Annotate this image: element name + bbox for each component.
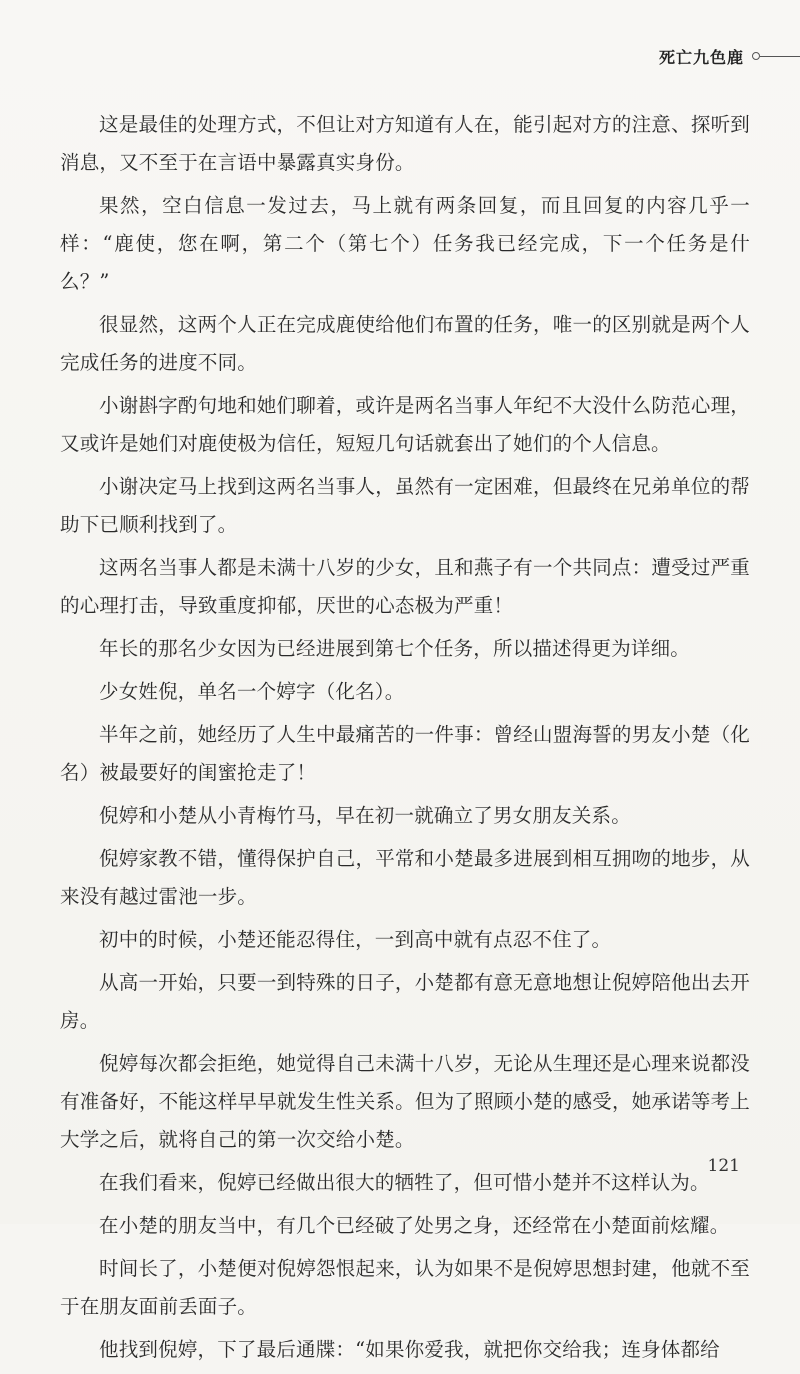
header-title: 死亡九色鹿	[658, 47, 744, 67]
paragraph: 他找到倪婷，下了最后通牒：“如果你爱我，就把你交给我；连身体都给	[99, 1338, 720, 1361]
paragraph: 少女姓倪，单名一个婷字（化名）。	[99, 680, 405, 703]
paragraph: 果然，空白信息一发过去，马上就有两条回复，而且回复的内容几乎一样：“鹿使，您在啊，第二个（第七个）任务我已经完成，下一个任务是什么？”	[60, 194, 750, 293]
paragraph: 时间长了，小楚便对倪婷怨恨起来，认为如果不是倪婷思想封建，他就不至于在朋友面前丢面子。	[60, 1257, 750, 1318]
header-circle-ornament	[752, 52, 760, 60]
paragraph: 这是最佳的处理方式，不但让对方知道有人在，能引起对方的注意、探听到消息，又不至于在言语中暴露真实身份。	[60, 113, 750, 174]
paragraph: 倪婷家教不错，懂得保护自己，平常和小楚最多进展到相互拥吻的地步，从来没有越过雷池一步。	[60, 847, 750, 908]
body-text	[60, 106, 750, 1374]
running-header	[659, 44, 800, 68]
paragraph: 小谢斟字酌句地和她们聊着，或许是两名当事人年纪不大没什么防范心理，又或许是她们对鹿使极为信任，短短几句话就套出了她们的个人信息。	[60, 394, 750, 455]
paragraph: 半年之前，她经历了人生中最痛苦的一件事：曾经山盟海誓的男友小楚（化名）被最要好的闺蜜抢走了！	[60, 723, 750, 784]
paragraph: 在我们看来，倪婷已经做出很大的牺牲了，但可惜小楚并不这样认为。	[99, 1171, 710, 1194]
paragraph: 初中的时候，小楚还能忍得住，一到高中就有点忍不住了。	[99, 928, 612, 951]
page-number: 121	[707, 1156, 740, 1176]
header-rule-line	[760, 56, 800, 57]
paragraph: 从高一开始，只要一到特殊的日子，小楚都有意无意地想让倪婷陪他出去开房。	[60, 971, 750, 1032]
paragraph: 在小楚的朋友当中，有几个已经破了处男之身，还经常在小楚面前炫耀。	[99, 1214, 730, 1237]
paragraph: 很显然，这两个人正在完成鹿使给他们布置的任务，唯一的区别就是两个人完成任务的进度不同。	[60, 313, 750, 374]
paragraph: 倪婷每次都会拒绝，她觉得自己未满十八岁，无论从生理还是心理来说都没有准备好，不能这样早早就发生性关系。但为了照顾小楚的感受，她承诺等考上大学之后，就将自己的第一次交给小楚。	[60, 1052, 750, 1151]
paragraph: 这两名当事人都是未满十八岁的少女，且和燕子有一个共同点：遭受过严重的心理打击，导致重度抑郁，厌世的心态极为严重！	[60, 556, 750, 617]
paragraph: 小谢决定马上找到这两名当事人，虽然有一定困难，但最终在兄弟单位的帮助下已顺利找到了。	[60, 475, 750, 536]
paragraph: 倪婷和小楚从小青梅竹马，早在初一就确立了男女朋友关系。	[99, 804, 631, 827]
paragraph: 年长的那名少女因为已经进展到第七个任务，所以描述得更为详细。	[99, 637, 691, 660]
